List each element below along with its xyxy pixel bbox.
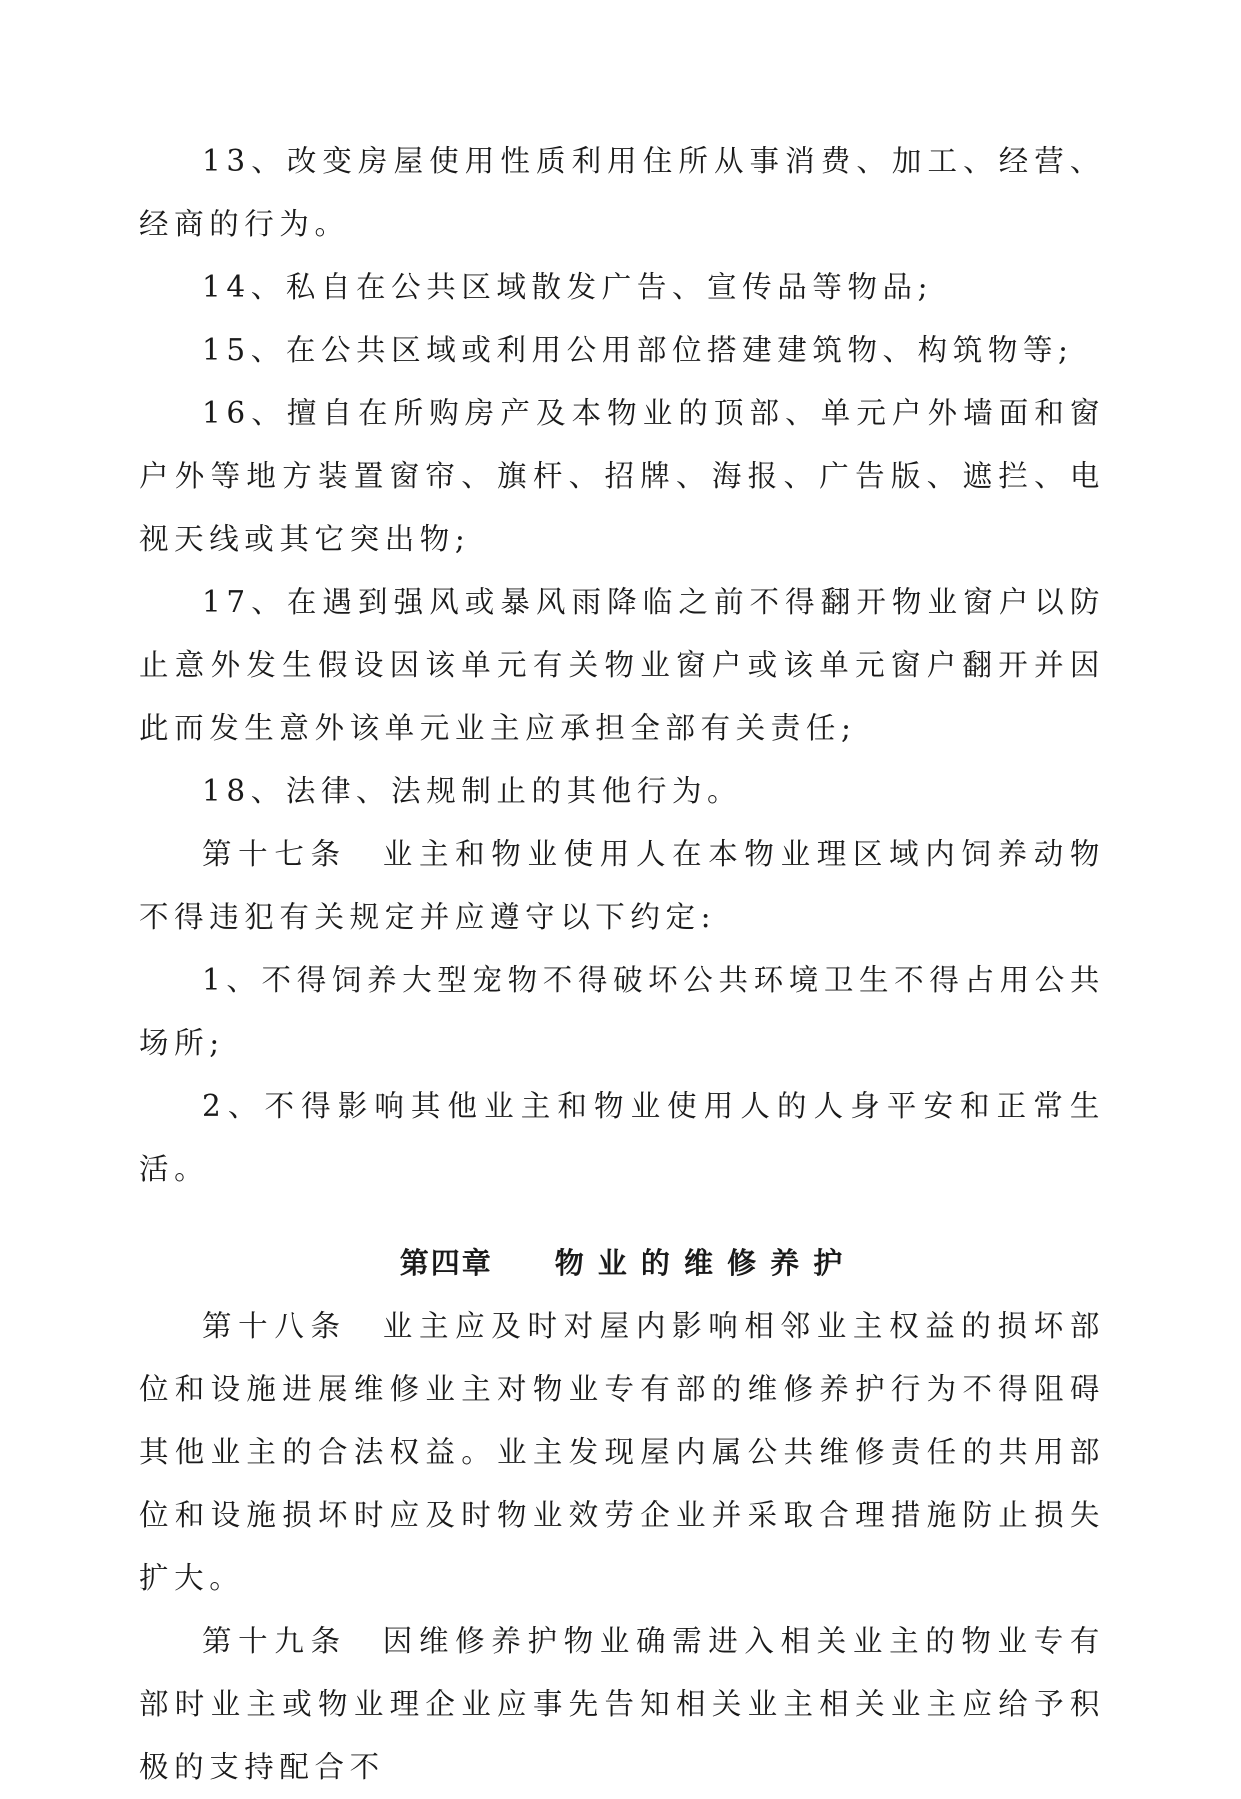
clause-13: 13、改变房屋使用性质利用住所从事消费、加工、经营、经商的行为。 <box>139 144 1105 241</box>
article-17-item-2: 2、不得影响其他业主和物业使用人的人身平安和正常生活。 <box>139 1089 1105 1186</box>
clause-15: 15、在公共区域或利用公用部位搭建建筑物、构筑物等; <box>202 333 1074 367</box>
clause-18: 18、法律、法规制止的其他行为。 <box>202 774 743 808</box>
article-18: 第十八条 业主应及时对屋内影响相邻业主权益的损坏部位和设施进展维修业主对物业专有部的维修养护行为不得阻碍其他业主的合法权益。业主发现屋内属公共维修责任的共用部位和设施损坏时应及时物业效劳企业并采取合理措施防止损失扩大。 <box>139 1309 1105 1595</box>
chapter-heading: 第四章 物 业 的 维 修 养 护 <box>399 1246 845 1280</box>
clause-14: 14、私自在公共区域散发广告、宣传品等物品; <box>202 270 934 304</box>
document-page <box>139 130 1105 1799</box>
article-19: 第十九条 因维修养护物业确需进入相关业主的物业专有部时业主或物业理企业应事先告知相关业主相关业主应给予积极的支持配合不 <box>139 1624 1105 1784</box>
clause-17: 17、在遇到强风或暴风雨降临之前不得翻开物业窗户以防止意外发生假设因该单元有关物业窗户或该单元窗户翻开并因此而发生意外该单元业主应承担全部有关责任; <box>139 585 1105 745</box>
clause-16: 16、擅自在所购房产及本物业的顶部、单元户外墙面和窗户外等地方装置窗帘、旗杆、招牌、海报、广告版、遮拦、电视天线或其它突出物; <box>139 396 1105 556</box>
article-17: 第十七条 业主和物业使用人在本物业理区域内饲养动物不得违犯有关规定并应遵守以下约定: <box>139 837 1105 934</box>
article-17-item-1: 1、不得饲养大型宠物不得破坏公共环境卫生不得占用公共场所; <box>139 963 1105 1060</box>
